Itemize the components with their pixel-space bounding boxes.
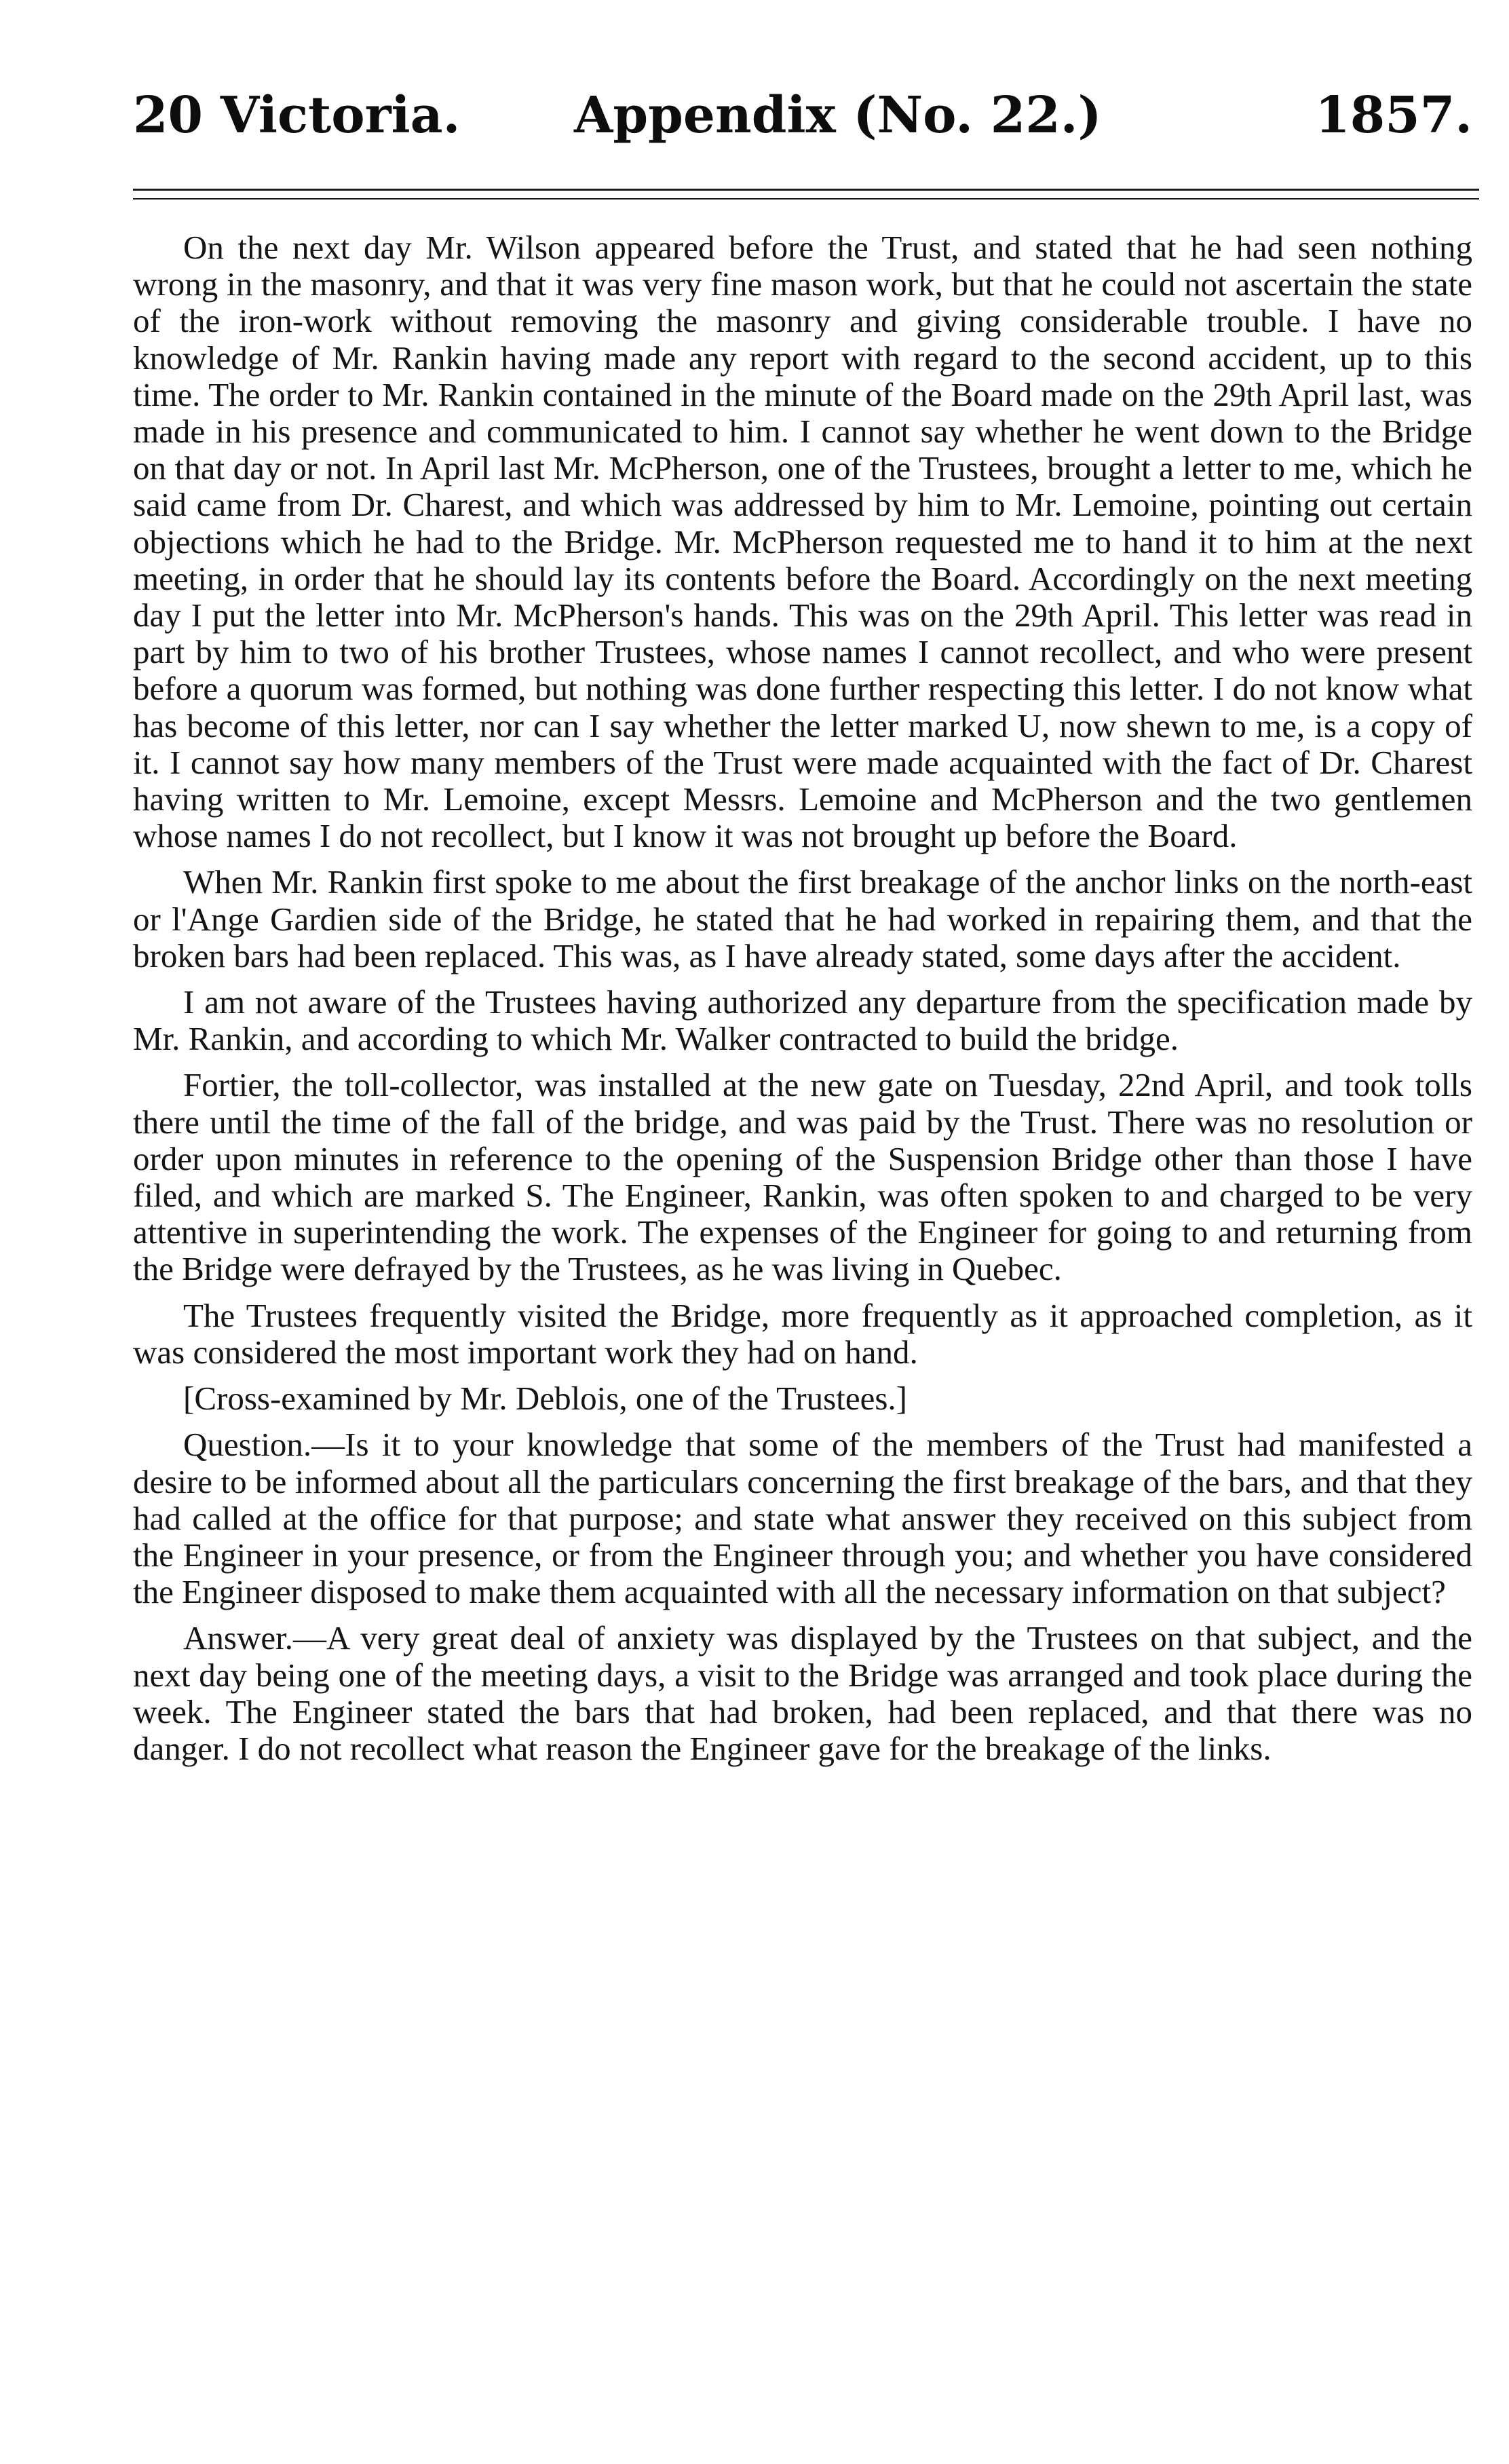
- paragraph-toll-collector: Fortier, the toll-collector, was installed at the new gate on Tuesday, 22nd April, and took tolls there until the time of the fall of the bridge, and was paid by the Trust. There was no resolution or order upon minutes in reference to the opening of the Suspension Bridge other than those I have filed, and which are marked S. The Engineer, Rankin, was often spoken to and charged to be very attentive in superintending the work. The expenses of the Engineer for going to and returning from the Bridge were defrayed by the Trustees, as he was living in Quebec.: [133, 1066, 1472, 1288]
- paragraph-specification: I am not aware of the Trustees having authorized any departure from the specification made by Mr. Rankin, and according to which Mr. Walker contracted to build the bridge.: [133, 983, 1472, 1058]
- paragraph-wilson-testimony: On the next day Mr. Wilson appeared before the Trust, and stated that he had seen nothing wrong in the masonry, and that it was very fine mason work, but that he could not ascertain the state of the iron-work without removing the masonry and giving considerable trouble. I have no knowledge of Mr. Rankin having made any report with regard to the second accident, up to this time. The order to Mr. Rankin contained in the minute of the Board made on the 29th April last, was made in his presence and communicated to him. I cannot say whether he went down to the Bridge on that day or not. In April last Mr. McPherson, one of the Trustees, brought a letter to me, which he said came from Dr. Charest, and which was addressed by him to Mr. Lemoine, pointing out certain objections which he had to the Bridge. Mr. McPherson requested me to hand it to him at the next meeting, in order that he should lay its contents before the Board. Accordingly on the next meeting day I put the letter into Mr. McPherson's hands. This was on the 29th April. This letter was read in part by him to two of his brother Trustees, whose names I cannot recollect, and who were present before a quorum was formed, but nothing was done further respecting this letter. I do not know what has become of this letter, nor can I say whether the letter marked U, now shewn to me, is a copy of it. I cannot say how many members of the Trust were made acquainted with the fact of Dr. Charest having written to Mr. Lemoine, except Messrs. Lemoine and McPherson and the two gentlemen whose names I do not recollect, but I know it was not brought up before the Board.: [133, 229, 1472, 855]
- body-text: [133, 229, 1472, 1777]
- paragraph-answer: Answer.—A very great deal of anxiety was displayed by the Trustees on that subject, and the next day being one of the meeting days, a visit to the Bridge was arranged and took place during the week. The Engineer stated the bars that had broken, had been replaced, and that there was no danger. I do not recollect what reason the Engineer gave for the breakage of the links.: [133, 1619, 1472, 1767]
- page-header: [133, 75, 1479, 156]
- header-appendix: Appendix (No. 22.): [574, 86, 1102, 145]
- header-session: 20 Victoria.: [133, 86, 461, 145]
- header-year: 1857.: [1315, 86, 1472, 145]
- document-page: [133, 0, 1479, 2464]
- header-rule-top: [133, 189, 1479, 191]
- paragraph-cross-examination: [Cross-examined by Mr. Deblois, one of the Trustees.]: [183, 1380, 907, 1418]
- paragraph-rankin-breakage: When Mr. Rankin first spoke to me about the first breakage of the anchor links on the north-east or l'Ange Gardien side of the Bridge, he stated that he had worked in repairing them, and that the broken bars had been replaced. This was, as I have already stated, some days after the accident.: [133, 863, 1472, 974]
- header-rule-bottom: [133, 198, 1479, 200]
- paragraph-question: Question.—Is it to your knowledge that some of the members of the Trust had manifested a desire to be informed about all the particulars concerning the first breakage of the bars, and that they had called at the office for that purpose; and state what answer they received on this subject from the Engineer in your presence, or from the Engineer through you; and whether you have considered the Engineer disposed to make them acquainted with all the necessary information on that subject?: [133, 1426, 1472, 1611]
- paragraph-trustees-visits: The Trustees frequently visited the Bridge, more frequently as it approached completion, as it was considered the most important work they had on hand.: [133, 1296, 1472, 1371]
